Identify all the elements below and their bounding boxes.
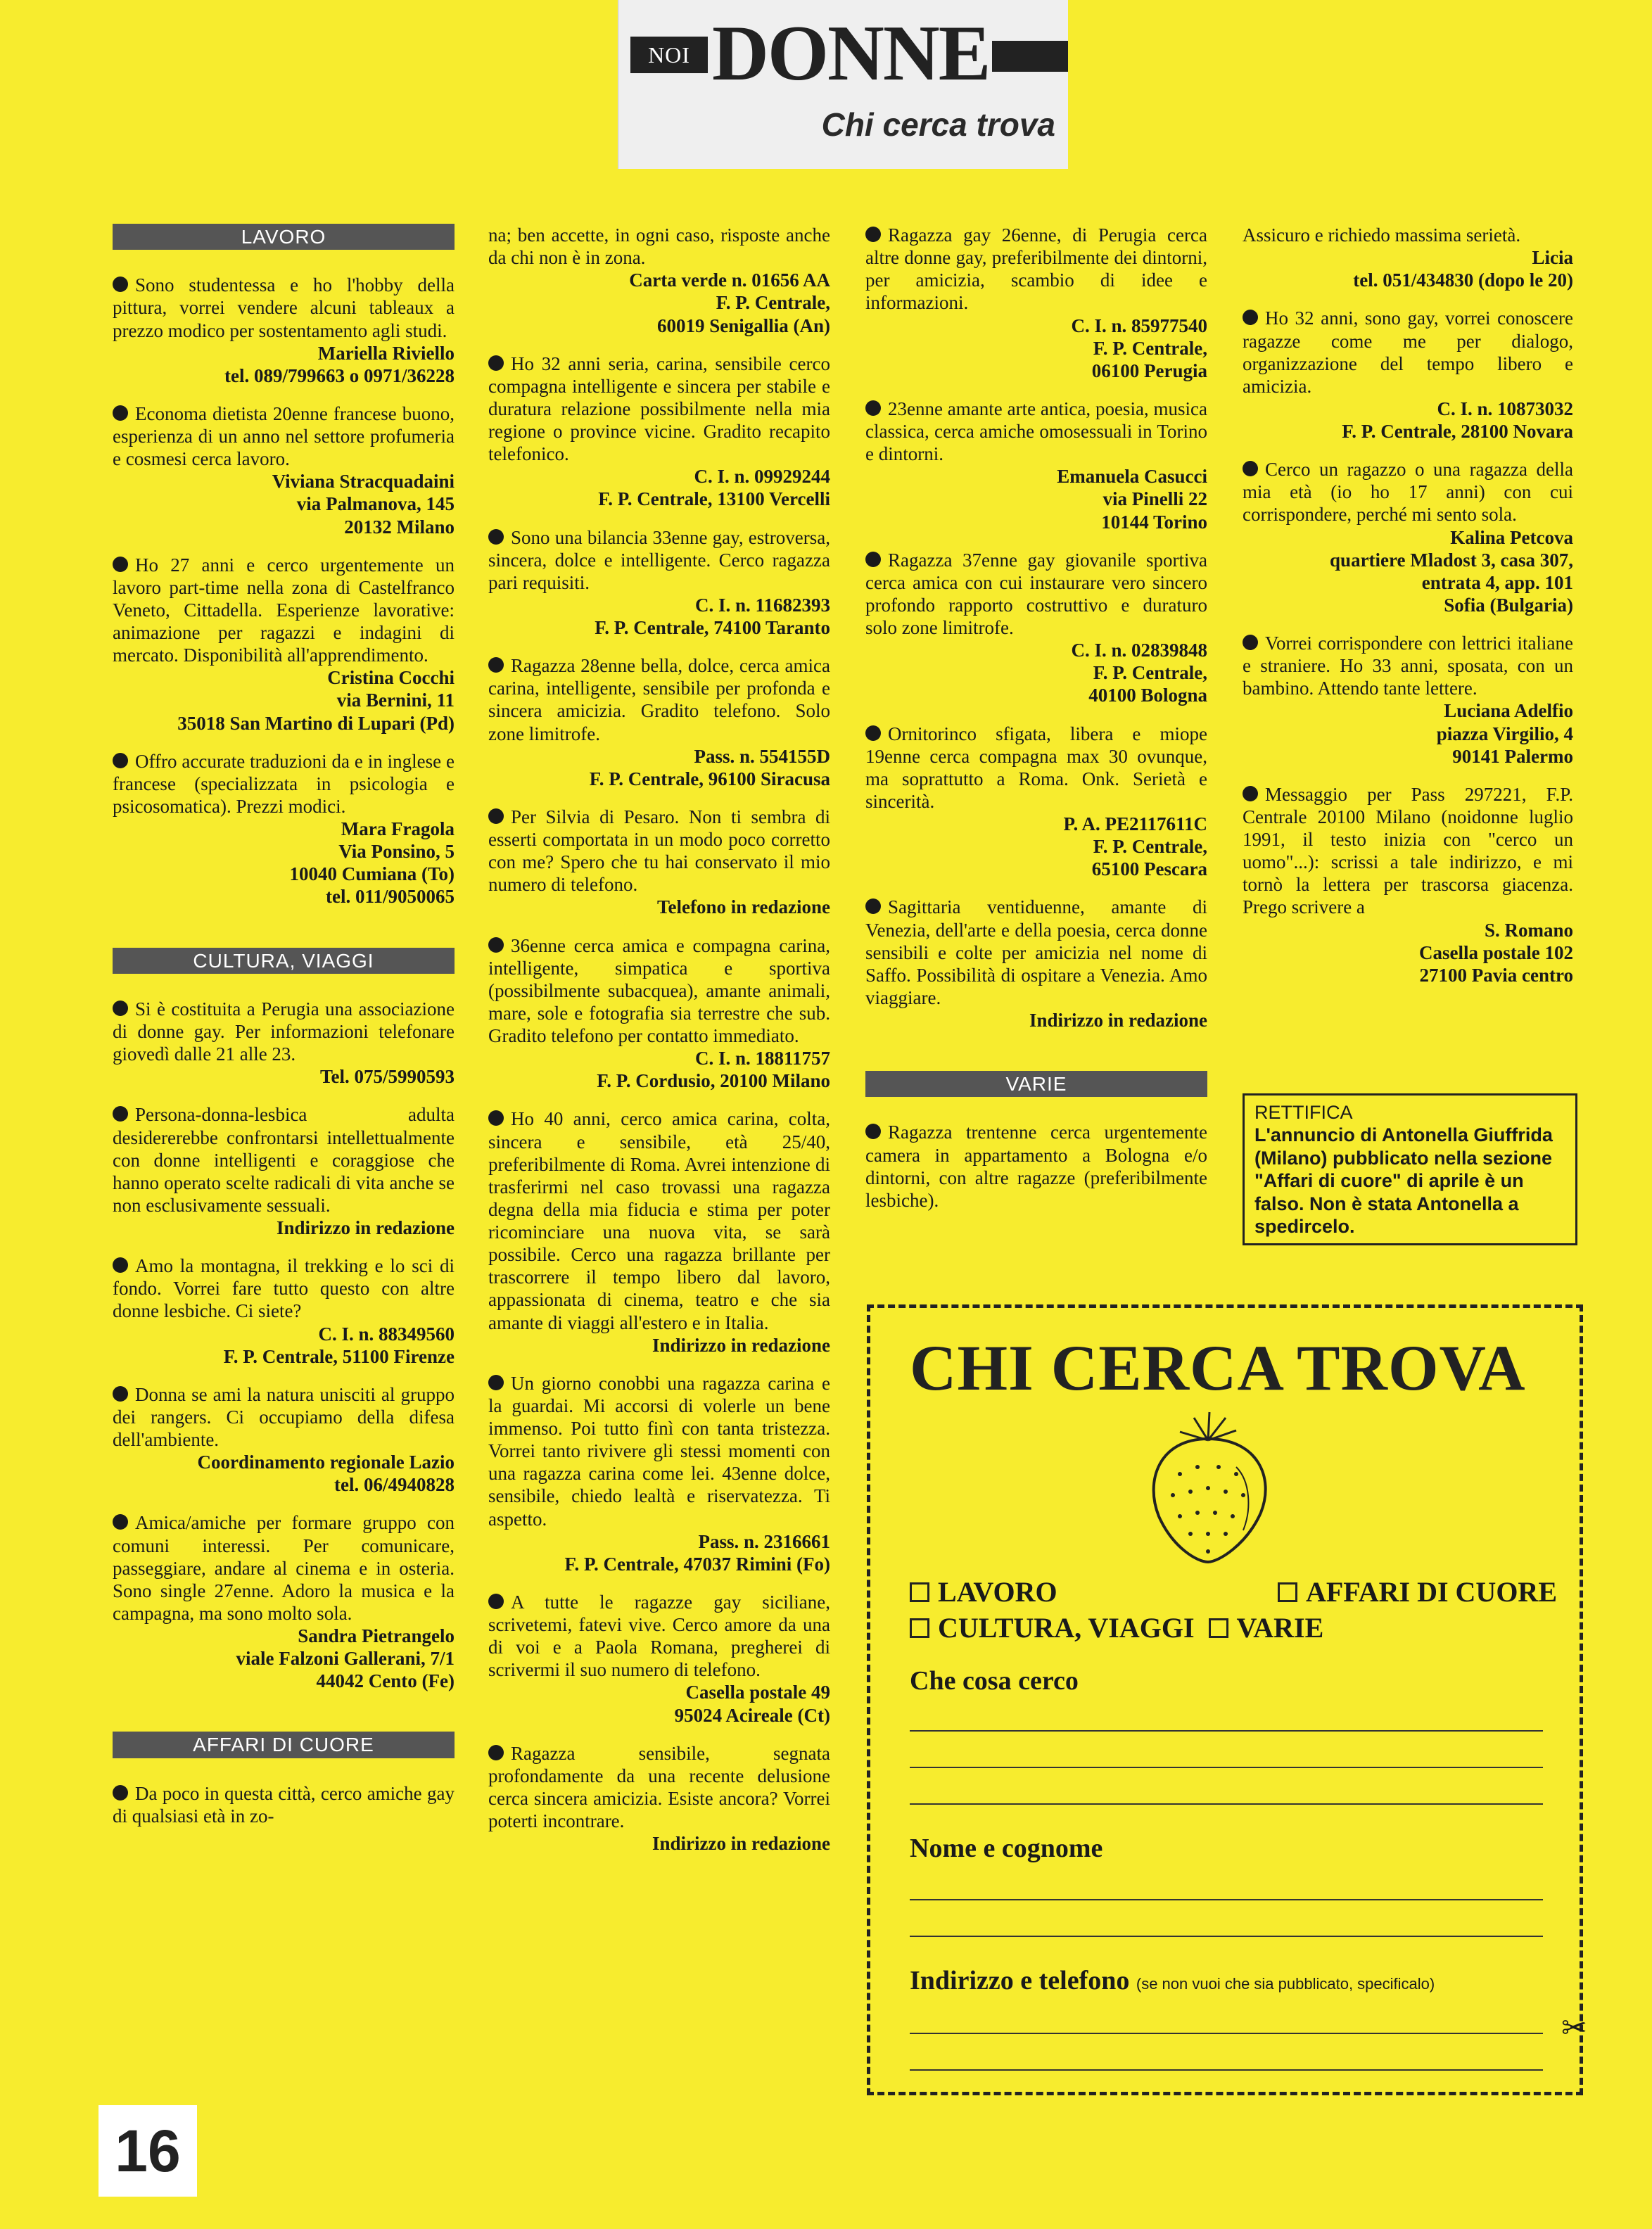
page-number: 16	[99, 2105, 197, 2197]
ad-text: 23enne amante arte antica, poesia, musica classica, cerca amiche omosessuali in Torino e dintorni.	[865, 398, 1207, 465]
ad-text: Sagittaria ventiduenne, amante di Venezia, dell'arte e della poesia, cerca donne sensibili e colte per amicizia nel nome di Saffo. Possibilità di ospitare a Venezia. Amo viaggiare.	[865, 896, 1207, 1008]
section-header: VARIE	[865, 1071, 1207, 1097]
strawberry-icon	[1131, 1397, 1285, 1566]
bullet-icon	[1243, 461, 1258, 476]
checkbox-cultura-viaggi[interactable]: CULTURA, VIAGGI	[910, 1611, 1195, 1644]
classified-ad	[865, 896, 1207, 1031]
ad-signature: Kalina Petcova quartiere Mladost 3, casa 307, entrata 4, app. 101 Sofia (Bulgaria)	[1330, 526, 1573, 616]
ad-signature: C. I. n. 85977540 F. P. Centrale, 06100 Perugia	[1071, 315, 1207, 381]
ad-signature: Telefono in redazione	[656, 896, 830, 918]
bullet-icon	[113, 1785, 128, 1801]
classified-ad	[488, 1107, 830, 1356]
coupon-title: CHI CERCA TROVA	[910, 1332, 1526, 1404]
classified-ad	[113, 998, 455, 1088]
classified-ad	[1243, 224, 1573, 291]
input-line-name-2[interactable]	[910, 1936, 1543, 1937]
ad-text: Sono studentessa e ho l'hobby della pittura, vorrei vendere alcuni tableaux a prezzo modico per sostentamento agli studi.	[113, 274, 455, 341]
classified-ad	[113, 1255, 455, 1368]
classified-ad	[488, 526, 830, 640]
ad-text: Ragazza 28enne bella, dolce, cerca amica carina, intelligente, sensibile per profonda e sincera amicizia. Gradito telefono. Solo zone limitrofe.	[488, 655, 830, 744]
classified-ad	[488, 1591, 830, 1727]
bullet-icon	[113, 277, 128, 292]
field-label-address: Indirizzo e telefono (se non vuoi che sia pubblicato, specificalo)	[910, 1966, 1435, 1995]
bullet-icon	[113, 1106, 128, 1122]
ad-signature: C. I. n. 09929244 F. P. Centrale, 13100 Vercelli	[598, 466, 830, 510]
rettifica-box	[1243, 1093, 1577, 1245]
bullet-icon	[113, 1257, 128, 1273]
bullet-icon	[488, 1745, 504, 1760]
classified-ad	[488, 806, 830, 919]
classified-ad	[865, 1121, 1207, 1212]
classified-ad	[488, 224, 830, 337]
ad-text: Economa dietista 20enne francese buono, esperienza di un anno nel settore profumeria e cosmesi cerca lavoro.	[113, 402, 455, 470]
ad-signature: Carta verde n. 01656 AA F. P. Centrale, 60019 Senigallia (An)	[629, 269, 830, 336]
ad-signature: Sandra Pietrangelo viale Falzoni Gallerani, 7/1 44042 Cento (Fe)	[236, 1625, 455, 1692]
bullet-icon	[113, 1001, 128, 1016]
bullet-icon	[1243, 635, 1258, 650]
bullet-icon	[113, 1514, 128, 1530]
classified-ad	[113, 1383, 455, 1497]
bullet-icon	[1243, 310, 1258, 325]
classified-ad	[488, 654, 830, 790]
ad-signature: C. I. n. 02839848 F. P. Centrale, 40100 Bologna	[1071, 640, 1207, 706]
ad-text: Si è costituita a Perugia una associazione di donne gay. Per informazioni telefonare giovedì dalle 21 alle 23.	[113, 998, 455, 1065]
bullet-icon	[113, 1386, 128, 1402]
field-label-name: Nome e cognome	[910, 1834, 1103, 1863]
masthead-bar	[992, 41, 1068, 72]
classified-ad	[113, 750, 455, 908]
ad-text: Ragazza trentenne cerca urgentemente camera in appartamento a Bologna e/o dintorni, con altre ragazze (preferibilmente lesbiche).	[865, 1122, 1207, 1211]
classified-ad	[113, 1103, 455, 1239]
ad-signature: Indirizzo in redazione	[652, 1833, 830, 1855]
bullet-icon	[865, 725, 881, 741]
ad-text: A tutte le ragazze gay siciliane, scrivetemi, fatevi vive. Cerco amore da una di voi e a Paola Romana, pregherei di scrivermi il suo numero di telefono.	[488, 1591, 830, 1681]
input-line-what-3[interactable]	[910, 1803, 1543, 1805]
ad-signature: Coordinamento regionale Lazio tel. 06/4940828	[197, 1452, 455, 1496]
checkbox-affari-di-cuore[interactable]: AFFARI DI CUORE	[1278, 1575, 1557, 1608]
bullet-icon	[488, 1375, 504, 1390]
ad-text: Ho 32 anni seria, carina, sensibile cerco compagna intelligente e sincera per stabile e duratura relazione possibilmente nella mia regione o province vicine. Gradito recapito telefonico.	[488, 353, 830, 465]
ad-text: Da poco in questa città, cerco amiche gay di qualsiasi età in zo-	[113, 1782, 455, 1827]
input-line-address-2[interactable]	[910, 2069, 1543, 2071]
bullet-icon	[1243, 786, 1258, 801]
ad-text: Assicuro e richiedo massima serietà.	[1243, 224, 1521, 246]
rettifica-title: RETTIFICA	[1254, 1102, 1353, 1123]
ad-signature: Indirizzo in redazione	[1029, 1010, 1207, 1031]
ad-text: Vorrei corrispondere con lettrici italiane e straniere. Ho 33 anni, sposata, con un bambino. Attendo tante lettere.	[1243, 633, 1573, 699]
classified-ad	[865, 723, 1207, 881]
ad-text: Per Silvia di Pesaro. Non ti sembra di esserti comportata in un modo poco corretto con me? Spero che tu hai conservato il mio numero di telefono.	[488, 806, 830, 896]
classified-ad	[1243, 783, 1573, 986]
input-line-name-1[interactable]	[910, 1899, 1543, 1900]
bullet-icon	[113, 405, 128, 421]
classified-ad	[113, 274, 455, 387]
ad-signature: C. I. n. 10873032 F. P. Centrale, 28100 Novara	[1342, 398, 1573, 442]
ad-signature: Mara Fragola Via Ponsino, 5 10040 Cumiana (To) tel. 011/9050065	[289, 818, 455, 908]
input-line-what-2[interactable]	[910, 1767, 1543, 1768]
checkbox-varie[interactable]: VARIE	[1209, 1611, 1324, 1644]
classified-ad	[113, 402, 455, 538]
ad-text: na; ben accette, in ogni caso, risposte anche da chi non è in zona.	[488, 224, 830, 269]
classified-ad	[113, 1782, 455, 1827]
classified-ad	[1243, 632, 1573, 768]
column-1	[113, 224, 455, 1843]
coupon-categories	[910, 1575, 1557, 1647]
ad-signature: C. I. n. 88349560 F. P. Centrale, 51100 Firenze	[223, 1323, 455, 1367]
bullet-icon	[488, 1110, 504, 1126]
ad-text: Cerco un ragazzo o una ragazza della mia età (io ho 17 anni) con cui corrispondere, perché mi sento sola.	[1243, 459, 1573, 526]
scissors-icon: ✂	[1561, 2011, 1587, 2045]
bullet-icon	[488, 529, 504, 545]
bullet-icon	[865, 552, 881, 567]
ad-signature: Casella postale 49 95024 Acireale (Ct)	[674, 1682, 830, 1726]
classified-ad	[488, 1742, 830, 1855]
ad-text: Messaggio per Pass 297221, F.P. Centrale 20100 Milano (noidonne luglio 1991, il testo inizia con "cerco un uomo"...): scrissi a tale indirizzo, e mi tornò la lettera per trascorsa giacenza. Prego scrivere a	[1243, 783, 1573, 918]
field-label-what: Che cosa cerco	[910, 1666, 1079, 1696]
ad-text: Persona-donna-lesbica adulta desidererebbe confrontarsi intellettualmente con donne intelligenti e coraggiose che hanno operato scelte radicali di vita anche se non esclusivamente sessuali.	[113, 1104, 455, 1216]
ad-signature: Licia tel. 051/434830 (dopo le 20)	[1353, 247, 1573, 291]
classified-ad	[488, 1372, 830, 1575]
ad-text: Ornitorinco sfigata, libera e miope 19enne cerca compagna max 30 ovunque, ma soprattutto a Roma. Onk. Serietà e sincerità.	[865, 723, 1207, 812]
ad-signature: Tel. 075/5990593	[319, 1066, 455, 1088]
ad-text: Ho 32 anni, sono gay, vorrei conoscere ragazze come me per dialogo, organizzazione del tempo libero e amicizia.	[1243, 307, 1573, 397]
ad-text: Donna se ami la natura unisciti al gruppo dei rangers. Ci occupiamo della difesa dell'ambiente.	[113, 1383, 455, 1450]
classified-ad	[865, 549, 1207, 707]
classified-ad	[865, 224, 1207, 382]
column-3	[865, 224, 1207, 1227]
input-line-what-1[interactable]	[910, 1730, 1543, 1732]
ad-text: Ho 27 anni e cerco urgentemente un lavoro part-time nella zona di Castelfranco Veneto, Cittadella. Esperienze lavorative: animazione per ragazzi e indagini di mercato. Disponibilità all'apprendimento.	[113, 554, 455, 666]
section-header: CULTURA, VIAGGI	[113, 948, 455, 974]
masthead-noi: NOI	[630, 37, 708, 73]
bullet-icon	[865, 898, 881, 914]
field-address-note: (se non vuoi che sia pubblicato, specificalo)	[1136, 1975, 1435, 1993]
coupon-form	[867, 1304, 1587, 2095]
ad-signature: Indirizzo in redazione	[652, 1334, 830, 1356]
bullet-icon	[865, 400, 881, 416]
bullet-icon	[488, 808, 504, 824]
classified-ad	[865, 398, 1207, 533]
input-line-address-1[interactable]	[910, 2033, 1543, 2034]
ad-signature: Emanuela Casucci via Pinelli 22 10144 Torino	[1057, 466, 1207, 533]
checkbox-lavoro[interactable]: LAVORO	[910, 1575, 1057, 1608]
ad-signature: Luciana Adelfio piazza Virgilio, 4 90141 Palermo	[1436, 700, 1573, 767]
ad-text: Sono una bilancia 33enne gay, estroversa, sincera, dolce e intelligente. Cerco ragazza pari requisiti.	[488, 526, 830, 593]
bullet-icon	[113, 753, 128, 768]
bullet-icon	[488, 657, 504, 673]
classified-ad	[1243, 458, 1573, 616]
section-header: LAVORO	[113, 224, 455, 250]
ad-signature: Pass. n. 2316661 F. P. Centrale, 47037 Rimini (Fo)	[564, 1530, 830, 1575]
ad-signature: Pass. n. 554155D F. P. Centrale, 96100 Siracusa	[589, 745, 830, 789]
classified-ad	[113, 1511, 455, 1692]
column-4	[1243, 224, 1573, 1002]
bullet-icon	[865, 1124, 881, 1139]
ad-signature: C. I. n. 11682393 F. P. Centrale, 74100 Taranto	[595, 594, 830, 638]
ad-text: Ragazza 37enne gay giovanile sportiva cerca amica con cui instaurare vero sincero profondo rapporto costruttivo e duraturo solo zone limitrofe.	[865, 549, 1207, 638]
classified-ad	[488, 353, 830, 511]
classified-ad	[113, 554, 455, 735]
bullet-icon	[113, 557, 128, 572]
masthead	[618, 0, 1068, 169]
classified-ad	[488, 934, 830, 1093]
section-subtitle: Chi cerca trova	[821, 106, 1055, 143]
classified-ad	[1243, 307, 1573, 443]
bullet-icon	[865, 227, 881, 242]
bullet-icon	[488, 1594, 504, 1609]
rettifica-body: L'annuncio di Antonella Giuffrida (Milano) pubblicato nella sezione "Affari di cuore" di aprile è un falso. Non è stata Antonella a spedircelo.	[1254, 1124, 1553, 1237]
ad-text: Ragazza gay 26enne, di Perugia cerca altre donne gay, preferibilmente dei dintorni, per amicizia, scambio di idee e informazioni.	[865, 224, 1207, 314]
ad-text: Ragazza sensibile, segnata profondamente da una recente delusione cerca sincera amicizia. Esiste ancora? Vorrei poterti incontrare.	[488, 1742, 830, 1831]
masthead-title: DONNE	[712, 10, 990, 97]
column-2	[488, 224, 830, 1870]
ad-signature: S. Romano Casella postale 102 27100 Pavia centro	[1419, 919, 1573, 986]
ad-signature: Indirizzo in redazione	[277, 1217, 455, 1238]
ad-text: Amica/amiche per formare gruppo con comuni interessi. Per comunicare, passeggiare, andare al cinema e in osteria. Sono single 27enne. Adoro la musica e la campagna, ma sono molto sola.	[113, 1512, 455, 1624]
ad-text: Amo la montagna, il trekking e lo sci di fondo. Vorrei fare tutto questo con altre donne lesbiche. Ci siete?	[113, 1255, 455, 1322]
ad-signature: Mariella Riviello tel. 089/799663 o 0971/36228	[224, 342, 455, 386]
ad-text: Ho 40 anni, cerco amica carina, colta, sincera e sensibile, età 25/40, preferibilmente di Roma. Avrei intenzione di trasferirmi nel caso trovassi una ragazza degna della mia fiducia e stima per poter ricominciare una nuova vita, se sarà possibile. Cerco una ragazza brillante per trascorrere il tempo libero dal lavoro, appassionata di cinema, teatro e che sia amante di viaggi all'estero e in Italia.	[488, 1108, 830, 1333]
ad-signature: P. A. PE2117611C F. P. Centrale, 65100 Pescara	[1063, 813, 1207, 880]
ad-signature: Cristina Cocchi via Bernini, 11 35018 San Martino di Lupari (Pd)	[177, 667, 455, 734]
ad-signature: Viviana Stracquadaini via Palmanova, 145 20132 Milano	[272, 471, 455, 538]
bullet-icon	[488, 937, 504, 953]
ad-text: Offro accurate traduzioni da e in inglese e francese (specializzata in psicologia e psicosomatica). Prezzi modici.	[113, 750, 455, 817]
bullet-icon	[488, 355, 504, 371]
section-header: AFFARI DI CUORE	[113, 1732, 455, 1758]
ad-text: 36enne cerca amica e compagna carina, intelligente, simpatica e sportiva (possibilmente subacquea), amante animali, mare, sole e fotografia sia terrestre che sub. Gradito telefono per contatto immediato.	[488, 934, 830, 1046]
ad-signature: C. I. n. 18811757 F. P. Cordusio, 20100 Milano	[597, 1048, 830, 1092]
ad-text: Un giorno conobbi una ragazza carina e la guardai. Mi accorsi di volerle un bene immenso. Poi tutto finì con tanta tristezza. Vorrei tanto rivivere gli stessi momenti con una ragazza carina come lei. 43enne dolce, sensibile, chiedo lealtà e riservatezza. Ti aspetto.	[488, 1372, 830, 1530]
